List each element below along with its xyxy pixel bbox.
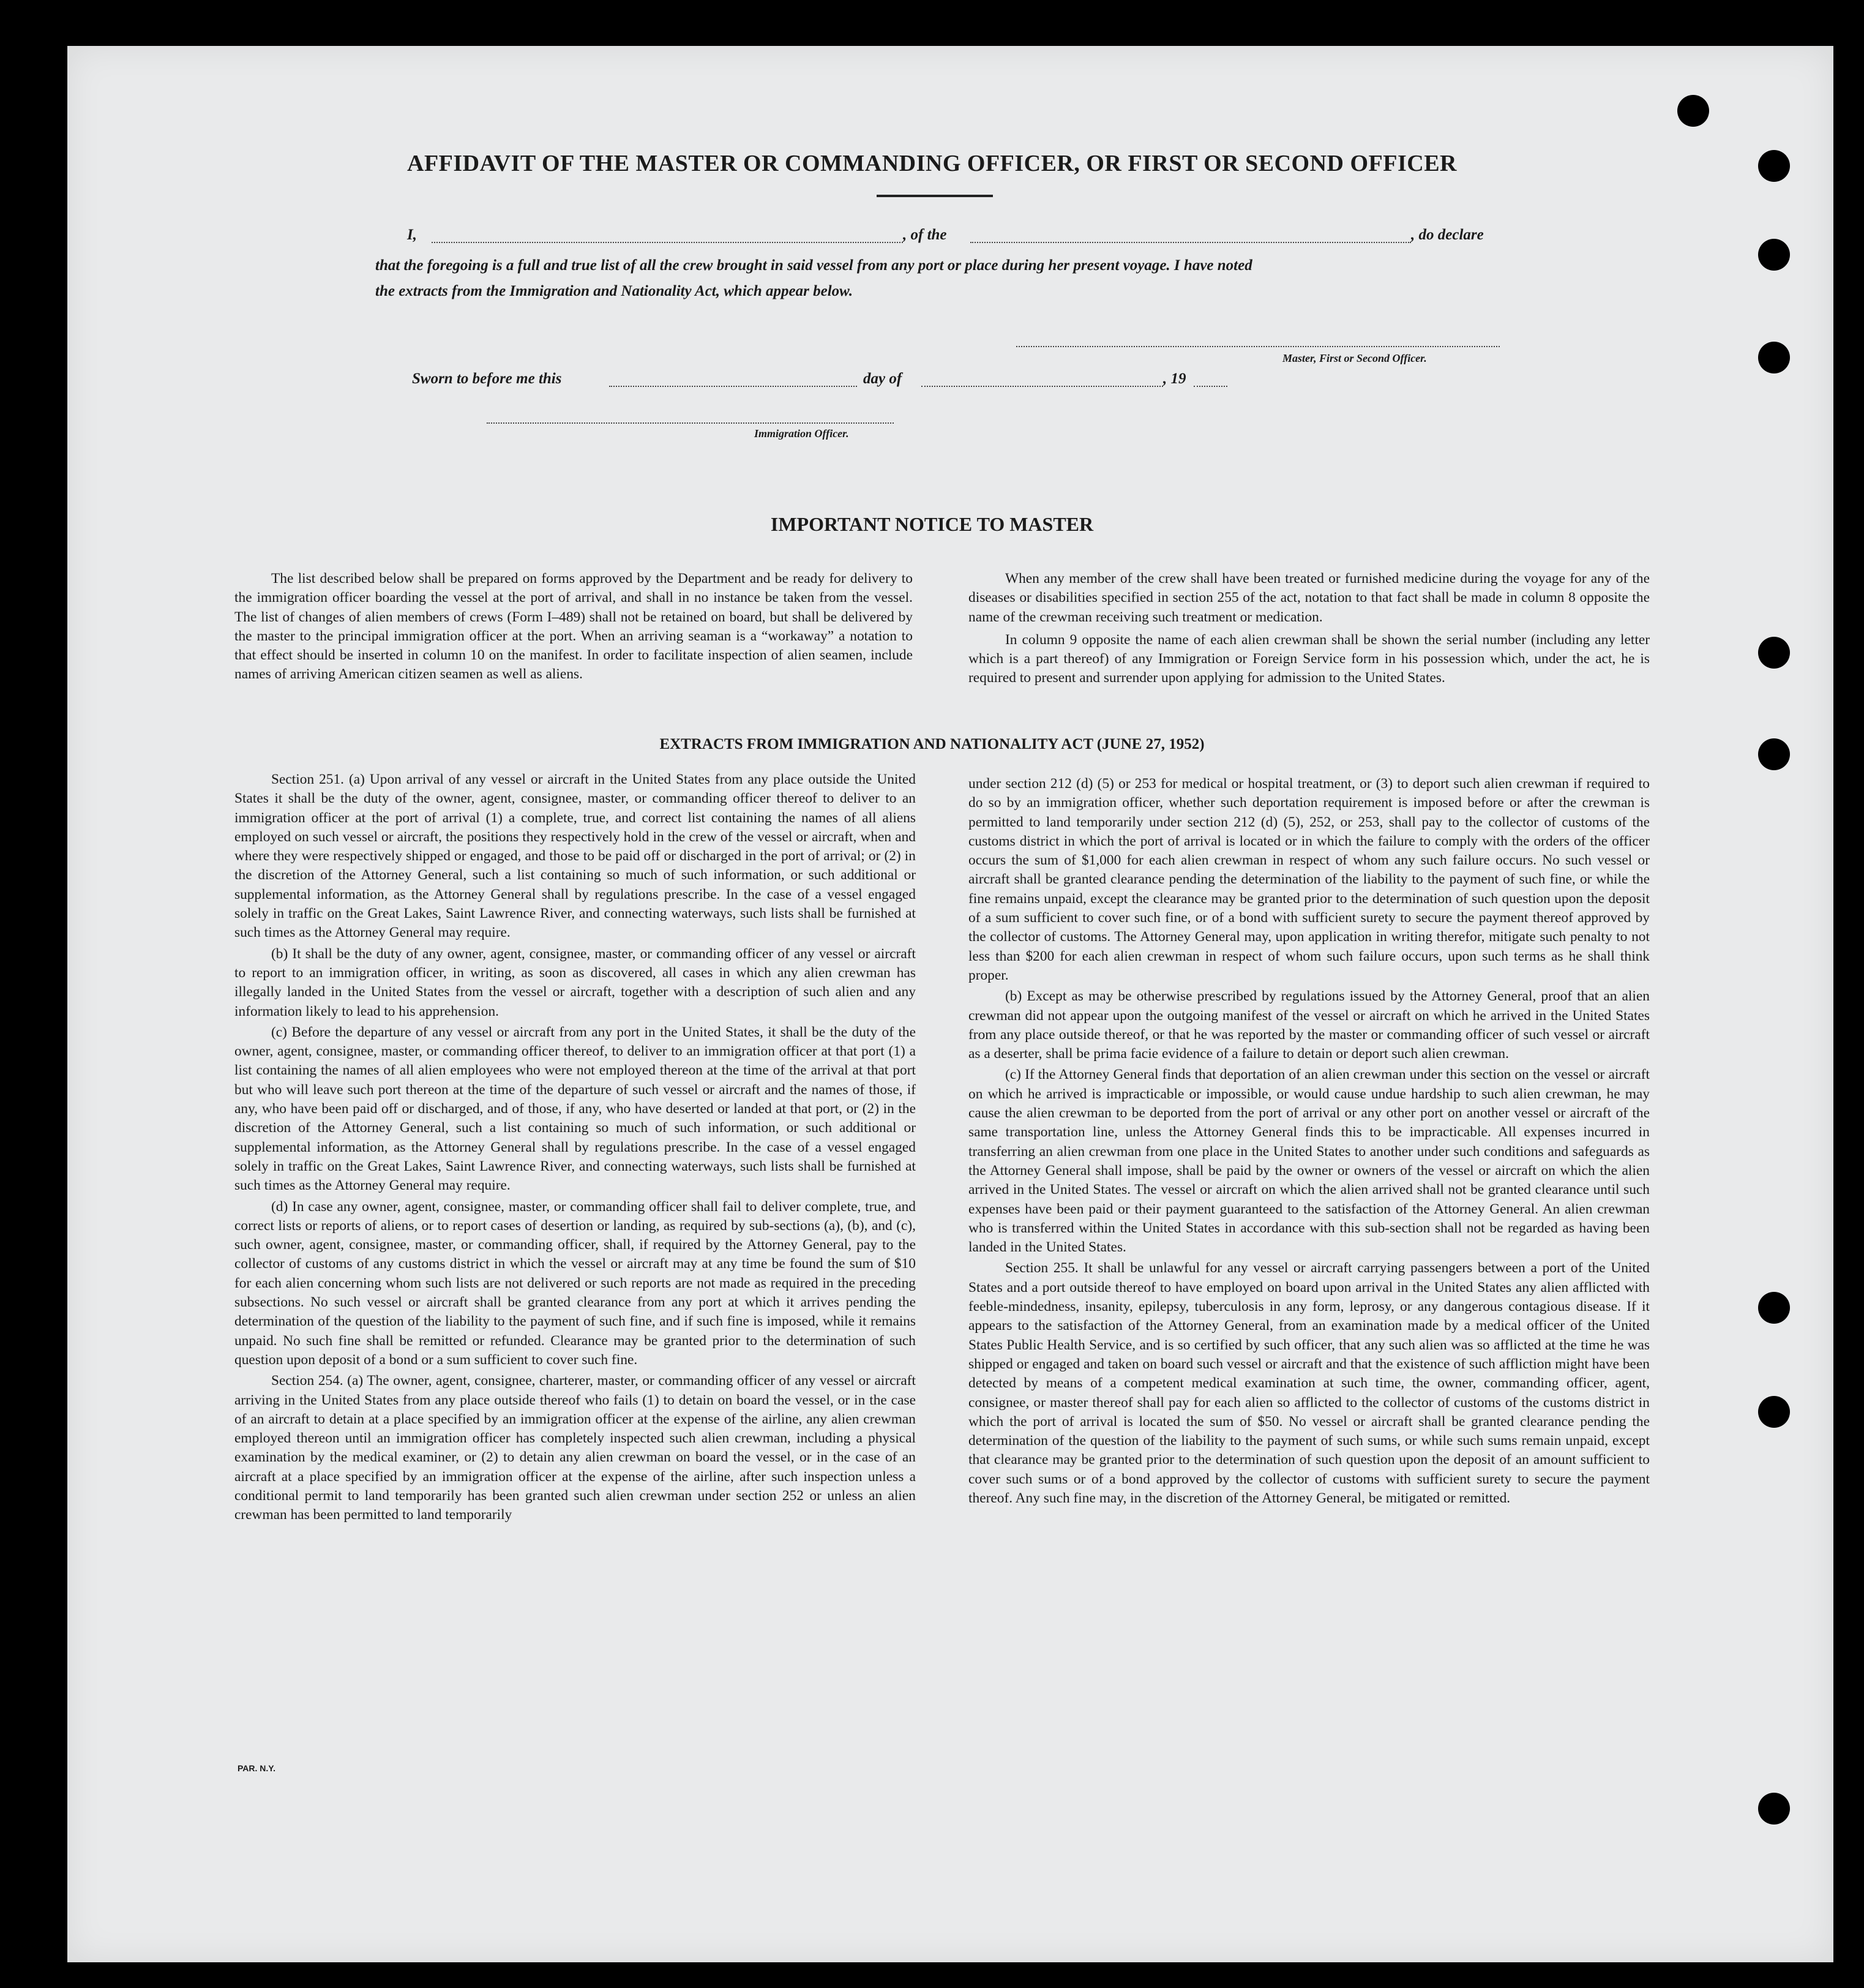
statute-paragraph: Section 254. (a) The owner, agent, consignee, charterer, master, or commanding officer of any vessel or aircraft arriving in the United States from any place outside thereof who fails (1) to detain on board the vessel, or in the case of an aircraft to detain at a place specified by an immigration officer at the expense of the airline, any alien crewman employed thereon until an immigration officer has completely inspected such alien crewman, including a physical examination by the medical examiner, or (2) to detain any alien crewman on board the vessel, or in the case of an aircraft at a place specified by an immigration officer at the expense of the airline, after such inspection unless a conditional permit to land temporarily has been granted such alien crewman under section 252 or unless an alien crewman has been permitted to land temporarily <box>234 1373 916 1523</box>
immigration-officer-signature-field[interactable] <box>487 422 894 424</box>
notice-title: IMPORTANT NOTICE TO MASTER <box>770 513 1094 535</box>
sworn-day-field[interactable] <box>609 386 857 387</box>
binder-hole <box>1758 637 1790 669</box>
extracts-right-column <box>968 775 1650 1510</box>
affidavit-title: AFFIDAVIT OF THE MASTER OR COMMANDING OFFICER, OR FIRST OR SECOND OFFICER <box>407 151 1457 176</box>
do-declare-label: , do declare <box>1411 227 1484 243</box>
master-signature-label: Master, First or Second Officer. <box>1282 352 1427 364</box>
binder-hole <box>1758 1292 1790 1324</box>
printer-mark: PAR. N.Y. <box>238 1763 275 1773</box>
officer-name-field[interactable] <box>432 242 903 243</box>
statute-paragraph: (c) Before the departure of any vessel or aircraft from any port in the United States, it shall be the duty of the owner, agent, consignee, master, or commanding officer thereof, to deliver to an immigration officer at that port (1) a list containing the names of all alien employees who were not employed thereon at the time of the arrival at that port but who will leave such port thereon at the time of the departure of such vessel or aircraft and the names of those, if any, who have been paid off or discharged, and of those, if any, who have deserted or landed at that port, or (2) in the discretion of the Attorney General, such a list containing so much of such information, or such additional or supplemental information, as the Attorney General shall by regulations prescribe. In the case of a vessel engaged solely in traffic on the Great Lakes, Saint Lawrence River, and connecting waterways, such lists shall be furnished at such times as the Attorney General may require. <box>234 1024 916 1194</box>
binder-hole <box>1758 1396 1790 1428</box>
sworn-year-field[interactable] <box>1194 386 1227 387</box>
i-label: I, <box>407 227 417 243</box>
master-signature-field[interactable] <box>1016 346 1500 347</box>
extracts-left-column <box>234 770 916 1527</box>
declaration-line: the extracts from the Immigration and Nationality Act, which appear below. <box>375 283 853 299</box>
sworn-label: Sworn to before me this <box>412 370 562 387</box>
vessel-name-field[interactable] <box>970 242 1411 243</box>
day-of-label: day of <box>863 370 902 387</box>
title-underline <box>877 195 993 197</box>
notice-right-column <box>968 569 1650 690</box>
sworn-month-field[interactable] <box>921 386 1163 387</box>
binder-hole <box>1677 95 1709 127</box>
notice-paragraph: The list described below shall be prepared on forms approved by the Department and be ready for delivery to the immigration officer boarding the vessel at the port of arrival, and shall in no instance be taken from the vessel. The list of changes of alien members of crews (Form I–489) shall not be retained on board, but shall be delivered by the master to the principal immigration officer at the port. When an arriving seaman is a “workaway” a notation to that effect should be inserted in column 10 on the manifest. In order to facilitate inspection of alien seamen, include names of arriving American citizen seamen as well as aliens. <box>234 571 913 683</box>
year-label: , 19 <box>1163 370 1186 387</box>
notice-left-column <box>234 569 913 686</box>
statute-paragraph: (d) In case any owner, agent, consignee, master, or commanding officer shall fail to deliver complete, true, and correct lists or reports of aliens, or to report cases of desertion or landing, as required by sub-sections (a), (b), and (c), such owner, agent, consignee, master, or commanding officer, shall, if required by the Attorney General, pay to the collector of customs of any customs district in which the vessel or aircraft may at any time be found the sum of $10 for each alien concerning whom such lists are not delivered or such reports are not made as required in the preceding subsections. No such vessel or aircraft shall be granted clearance from any port at which it arrives pending the determination of the question of the liability to the payment of such fine, and if such fine is imposed, while it remains unpaid. No such fine shall be remitted or refunded. Clearance may be granted prior to the determination of such question upon deposit of a bond or a sum sufficient to cover such fine. <box>234 1198 916 1368</box>
statute-paragraph: (b) Except as may be otherwise prescribed by regulations issued by the Attorney General, proof that an alien crewman did not appear upon the outgoing manifest of the vessel or aircraft on which he arrived in the United States from any place outside thereof, or that he was reported by the master or commanding officer of such vessel or aircraft as a deserter, shall be prima facie evidence of a failure to detain or deport such alien crewman. <box>968 988 1650 1062</box>
declaration-line: that the foregoing is a full and true list of all the crew brought in said vessel from any port or place during her present voyage. I have noted <box>375 257 1252 274</box>
binder-hole <box>1758 342 1790 373</box>
statute-paragraph: Section 255. It shall be unlawful for any vessel or aircraft carrying passengers between a port of the United States and a port outside thereof to have employed on board upon arrival in the United States any alien afflicted with feeble-mindedness, insanity, epilepsy, tuberculosis in any form, leprosy, or any dangerous contagious disease. If it appears to the satisfaction of the Attorney General, from an examination made by a medical officer of the United States Public Health Service, and is so certified by such officer, that any such alien was so afflicted at the time he was shipped or engaged and taken on board such vessel or aircraft and that the existence of such affliction might have been detected by means of a competent medical examination at such time, the owner, commanding officer, agent, consignee, or master thereof shall pay for each alien so afflicted to the collector of customs of the customs district in which the port of arrival is located the sum of $50. No vessel or aircraft shall be granted clearance pending the determination of the question of the liability to the payment of such sums, or while such sums remain unpaid, except that clearance may be granted prior to the determination of such question upon the deposit of an amount sufficient to cover such sums or of a bond approved by the collector of customs with sufficient surety to secure the payment thereof. Any such fine may, in the discretion of the Attorney General, be mitigated or remitted. <box>968 1260 1650 1506</box>
extracts-title: EXTRACTS FROM IMMIGRATION AND NATIONALITY ACT (JUNE 27, 1952) <box>659 736 1205 752</box>
statute-paragraph: (b) It shall be the duty of any owner, agent, consignee, master, or commanding officer of any vessel or aircraft to report to an immigration officer, in writing, as soon as discovered, all cases in which any alien crewman has illegally landed in the United States from the vessel or aircraft, together with a description of such alien and any information likely to lead to his apprehension. <box>234 945 916 1019</box>
notice-paragraph: When any member of the crew shall have been treated or furnished medicine during the voyage for any of the diseases or disabilities specified in section 255 of the act, notation to that fact shall be made in column 8 opposite the name of the crewman receiving such treatment or medication. <box>968 571 1650 625</box>
binder-hole <box>1758 1793 1790 1825</box>
statute-paragraph: (c) If the Attorney General finds that deportation of an alien crewman under this section on the vessel or aircraft on which he arrived is impracticable or impossible, or would cause undue hardship to such alien crewman, he may cause the alien crewman to be deported from the port of arrival or any other port on another vessel or aircraft of the same transportation line, unless the Attorney General finds this to be impracticable. All expenses incurred in transferring an alien crewman from one place in the United States to another under such conditions and safeguards as the Attorney General shall impose, shall be paid by the owner or owners of the vessel or aircraft on which the alien arrived in the United States. The vessel or aircraft on which the alien arrived shall not be granted clearance until such expenses have been paid or their payment guaranteed to the satisfaction of the Attorney General. An alien crewman who is transferred within the United States in accordance with this sub-section shall not be regarded as having been landed in the United States. <box>968 1067 1650 1256</box>
of-the-label: , of the <box>903 227 947 243</box>
statute-paragraph: Section 251. (a) Upon arrival of any vessel or aircraft in the United States from any place outside the United States it shall be the duty of the owner, agent, consignee, master, or commanding officer thereof to deliver to an immigration officer at the port of arrival (1) a complete, true, and correct list containing the names of all aliens employed on such vessel or aircraft, the positions they respectively hold in the crew of the vessel or aircraft, when and where they were respectively shipped or engaged, and those to be paid off or discharged in the port of arrival; or (2) in the discretion of the Attorney General, such a list containing so much of such information, or such additional or supplemental information, as the Attorney General shall by regulations prescribe. In the case of a vessel engaged solely in traffic on the Great Lakes, Saint Lawrence River, and connecting waterways, such lists shall be furnished at such times as the Attorney General may require. <box>234 771 916 941</box>
binder-hole <box>1758 239 1790 271</box>
immigration-officer-label: Immigration Officer. <box>754 427 849 440</box>
notice-paragraph: In column 9 opposite the name of each alien crewman shall be shown the serial number (including any letter which is a part thereof) of any Immigration or Foreign Service form in his possession which, under the act, he is required to present and surrender upon applying for admission to the United States. <box>968 631 1650 686</box>
statute-paragraph: under section 212 (d) (5) or 253 for medical or hospital treatment, or (3) to deport such alien crewman if required to do so by an immigration officer, whether such deportation requirement is imposed before or after the crewman is permitted to land temporarily under section 212 (d) (5), 252, or 253, shall pay to the collector of customs of the customs district in which the port of arrival is located or in which the failure to comply with the orders of the officer occurs the sum of $1,000 for each alien crewman in respect of whom any such failure occurs. No such vessel or aircraft shall be granted clearance pending the determination of the liability to the payment of such fine, or while the fine remains unpaid, except the clearance may be granted prior to the determination of such question upon the deposit of a sum sufficient to cover such fine, or of a bond with sufficient surety to secure the payment thereof approved by the collector of customs. The Attorney General may, upon application in writing therefor, mitigate such penalty to not less than $200 for each alien crewman in respect of whom such failure occurs, upon such terms as he shall think proper. <box>968 776 1650 983</box>
